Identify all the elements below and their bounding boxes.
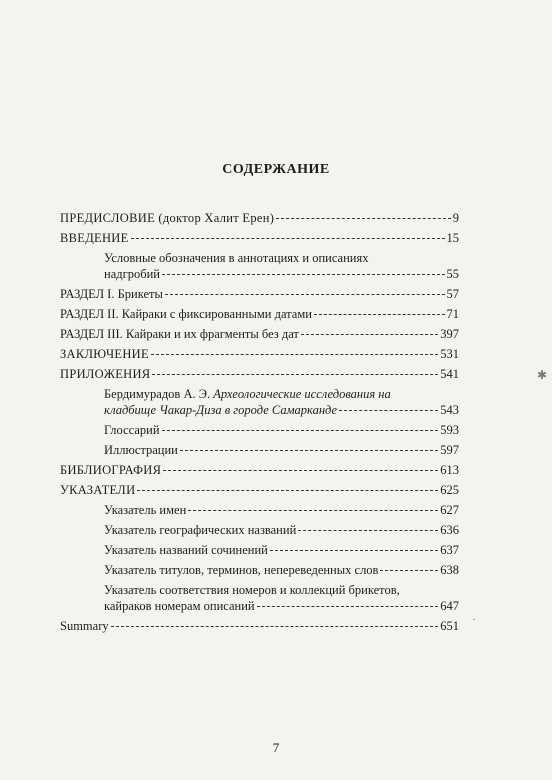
dot-leader: [276, 218, 451, 219]
toc-entry-bibliography[interactable]: [60, 462, 459, 482]
dot-leader: [298, 530, 438, 531]
dot-leader: [137, 490, 438, 491]
toc-page-number: 613: [440, 463, 459, 477]
toc-entry-appendices[interactable]: [60, 366, 459, 386]
toc-entry-label: кладбище Чакар-Диза в городе Самарканде: [104, 403, 338, 417]
dot-leader: [165, 294, 445, 295]
toc-entry-label: Summary: [60, 619, 109, 633]
toc-entry-label: РАЗДЕЛ II. Кайраки с фиксированными датами: [60, 307, 312, 321]
toc-entry-label-line1: [104, 386, 391, 402]
toc-entry-label: надгробий: [104, 267, 160, 281]
toc-entry-summary[interactable]: [60, 618, 459, 638]
dot-leader: [163, 470, 438, 471]
toc-entry-label: ПРЕДИСЛОВИЕ (доктор Халит Ерен): [60, 211, 275, 225]
dot-leader: [180, 450, 438, 451]
toc-entry-preface[interactable]: [60, 210, 459, 230]
toc-entry-label: РАЗДЕЛ I. Брикеты: [60, 287, 163, 301]
toc-entry-berdimuradov[interactable]: [60, 386, 459, 422]
dot-leader: [162, 430, 439, 431]
toc-entry-section-1[interactable]: [60, 286, 459, 306]
toc-page-number: 531: [440, 347, 459, 361]
toc-page-number: 625: [440, 483, 459, 497]
toc-entry-conventions[interactable]: [60, 250, 459, 286]
toc-entry-index-names[interactable]: [60, 502, 459, 522]
toc-entry-indexes[interactable]: [60, 482, 459, 502]
toc-page-number: 15: [446, 231, 459, 245]
dot-leader: [111, 626, 439, 627]
toc-entry-label: Указатель титулов, терминов, непереведенных слов: [104, 563, 379, 577]
toc-entry-label: ЗАКЛЮЧЕНИЕ: [60, 347, 149, 361]
toc-entry-section-2[interactable]: [60, 306, 459, 326]
toc-entry-conclusion[interactable]: [60, 346, 459, 366]
toc-entry-index-titles[interactable]: [60, 562, 459, 582]
toc-entry-label: ПРИЛОЖЕНИЯ: [60, 367, 151, 381]
toc-entry-label-line1: Указатель соответствия номеров и коллекций брикетов,: [104, 583, 400, 597]
toc-entry-label: Указатель имен: [104, 503, 187, 517]
dot-leader: [380, 570, 438, 571]
toc-entry-label: Иллюстрации: [104, 443, 178, 457]
dot-leader: [339, 410, 438, 411]
toc-page-number: 541: [440, 367, 459, 381]
toc-entry-title: Археологические исследования на: [213, 387, 391, 401]
dot-leader: [162, 274, 445, 275]
toc-page-number: 638: [440, 563, 459, 577]
toc-entry-section-3[interactable]: [60, 326, 459, 346]
toc-entry-author: Бердимурадов А. Э.: [104, 387, 211, 401]
toc-entry-label: РАЗДЕЛ III. Кайраки и их фрагменты без дат: [60, 327, 299, 341]
toc-entry-index-concordance[interactable]: [60, 582, 459, 618]
toc-entry-introduction[interactable]: [60, 230, 459, 250]
toc-entry-label: кайраков номерам описаний: [104, 599, 255, 613]
toc-entry-index-geography[interactable]: [60, 522, 459, 542]
paper-speck: ✱: [537, 368, 548, 382]
toc-page-number: 9: [452, 211, 459, 225]
toc-entry-label: Указатель названий сочинений: [104, 543, 268, 557]
toc-entry-label: БИБЛИОГРАФИЯ: [60, 463, 162, 477]
page-number: 7: [272, 740, 280, 755]
toc-page-number: 543: [440, 403, 459, 417]
dot-leader: [131, 238, 445, 239]
toc-entry-index-works[interactable]: [60, 542, 459, 562]
toc-page-number: 637: [440, 543, 459, 557]
toc-page-number: 597: [440, 443, 459, 457]
toc-page-number: 397: [440, 327, 459, 341]
toc-entry-glossary[interactable]: [60, 422, 459, 442]
dot-leader: [152, 374, 438, 375]
toc-page-number: 57: [446, 287, 459, 301]
toc-entry-label: ВВЕДЕНИЕ: [60, 231, 129, 245]
toc-page-number: 593: [440, 423, 459, 437]
paper-speck: ·: [472, 612, 476, 626]
toc-page-number: 627: [440, 503, 459, 517]
toc-page-number: 636: [440, 523, 459, 537]
toc-entry-label-line1: Условные обозначения в аннотациях и описаниях: [104, 251, 369, 265]
toc-entry-illustrations[interactable]: [60, 442, 459, 462]
toc-entry-label: Глоссарий: [104, 423, 160, 437]
dot-leader: [257, 606, 439, 607]
toc-page-number: 55: [446, 267, 459, 281]
toc-heading: СОДЕРЖАНИЕ: [222, 162, 330, 177]
toc-entry-label: Указатель географических названий: [104, 523, 297, 537]
table-of-contents: [60, 210, 459, 638]
toc-page-number: 651: [440, 619, 459, 633]
toc-page-number: 647: [440, 599, 459, 613]
dot-leader: [270, 550, 438, 551]
dot-leader: [314, 314, 445, 315]
dot-leader: [151, 354, 438, 355]
toc-entry-label: УКАЗАТЕЛИ: [60, 483, 136, 497]
dot-leader: [301, 334, 438, 335]
dot-leader: [188, 510, 438, 511]
toc-page-number: 71: [446, 307, 459, 321]
